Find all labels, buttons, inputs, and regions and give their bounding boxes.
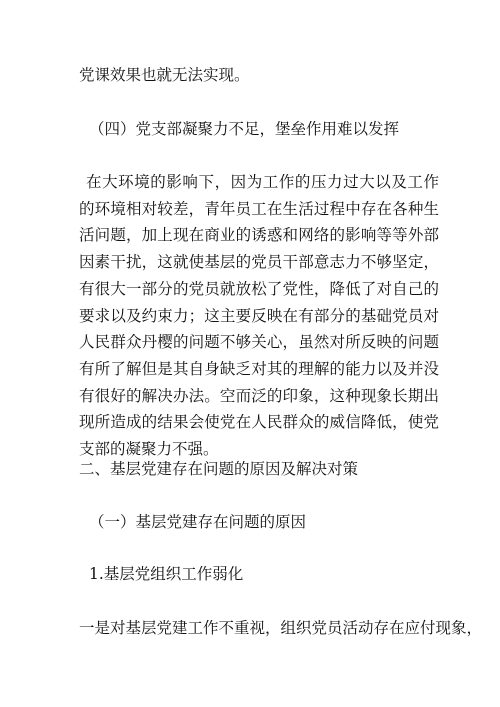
heading-item-1: 1.基层党组织工作弱化: [89, 565, 244, 583]
body-paragraph: 在大环境的影响下，因为工作的压力过大以及工作的环境相对较差，青年员工在生活过程中存在各种生活问题，加上现在商业的诱惑和网络的影响等等外部因素干扰，这就使基层的党员干部意志力不够坚定，有很大一部分的党员就放松了党性，降低了对自己的要求以及约束力；这主要反映在有部分的基础党员对人民群众丹樱的问题不够关心，虽然对所反映的问题有所了解但是其自身缺乏对其的理解的能力以及并没有很好的解决办法。空而泛的印象，这种现象长期出现所造成的结果会使党在人民群众的威信降低，使党支部的凝聚力不强。: [79, 173, 439, 459]
text-line-top: 党课效果也就无法实现。: [79, 66, 250, 84]
heading-chapter-2: 二、基层党建存在问题的原因及解决对策: [79, 460, 359, 478]
heading-section-4: （四）党支部凝聚力不足，堡垒作用难以发挥: [89, 120, 400, 138]
heading-subsection-1: （一）基层党建存在问题的原因: [89, 513, 307, 531]
text-line-bottom: 一是对基层党建工作不重视，组织党员活动存在应付现象，: [79, 619, 483, 637]
